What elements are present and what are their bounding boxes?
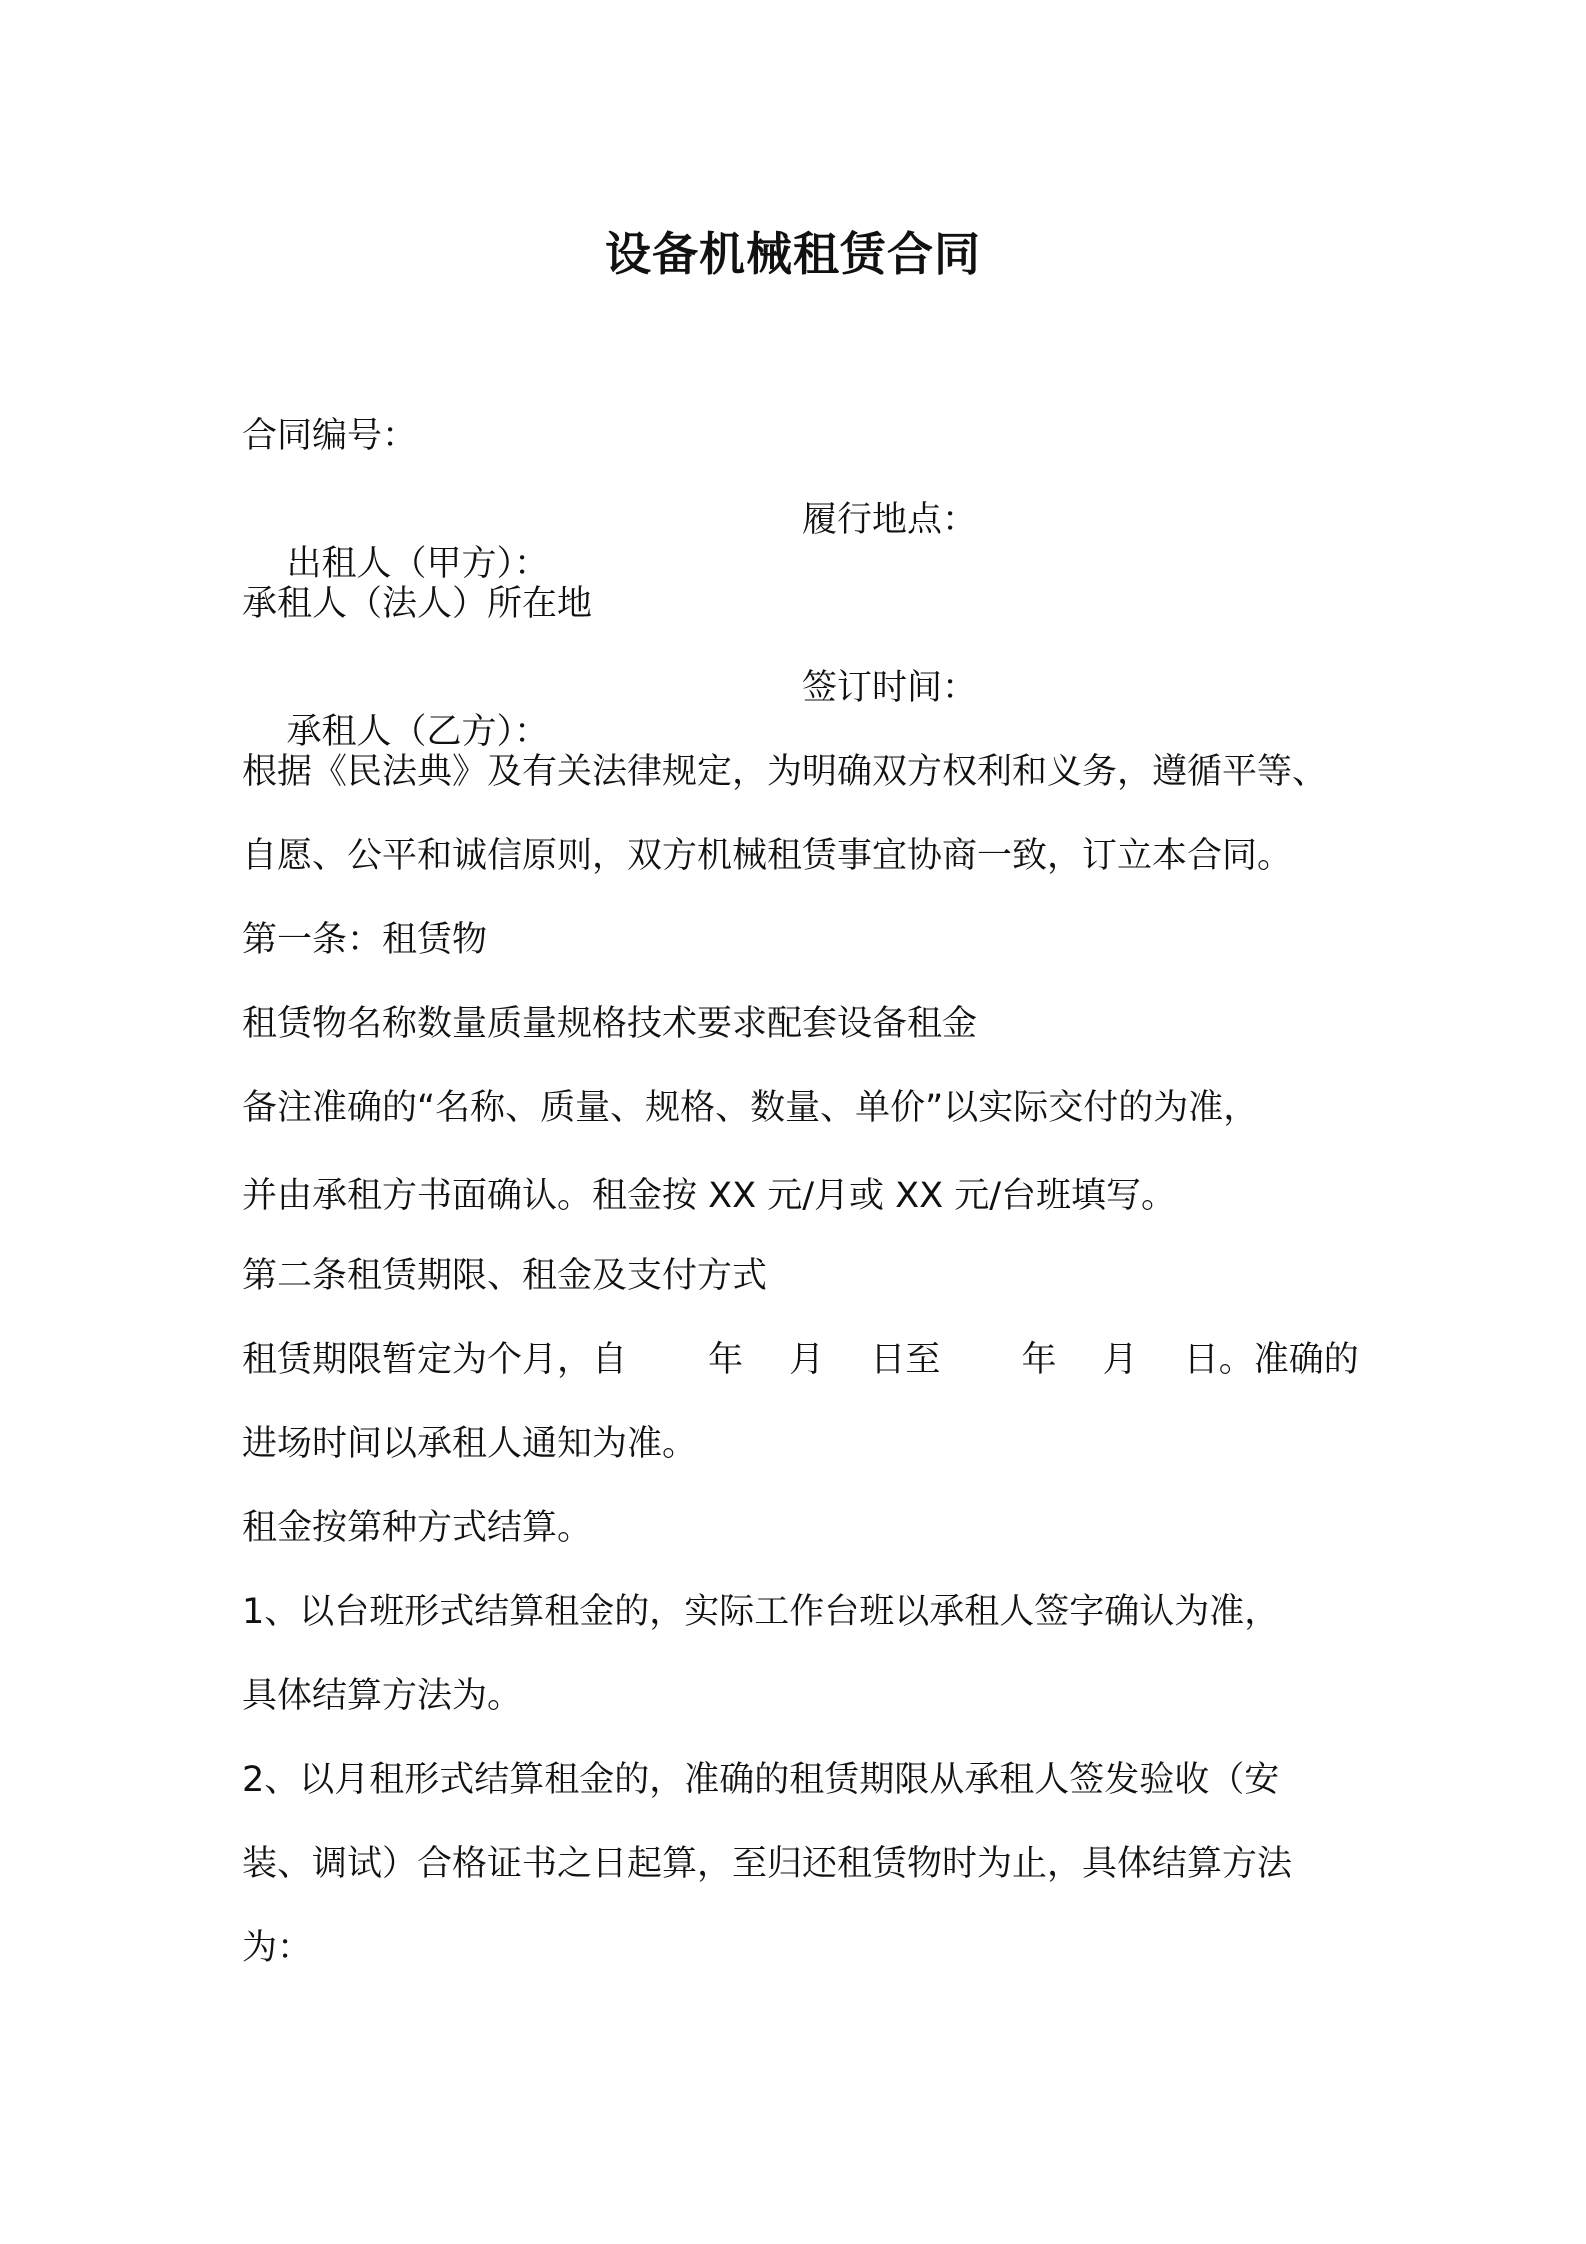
article1-items: 租赁物名称数量质量规格技术要求配套设备租金 <box>242 1004 978 1044</box>
settlement-2-line-3: 为： <box>242 1928 313 1968</box>
settlement-2-line-2: 装、调试）合格证书之日起算，至归还租赁物时为止，具体结算方法 <box>242 1844 1293 1884</box>
sign-time-label: 签订时间： <box>802 668 978 708</box>
settlement-intro: 租金按第种方式结算。 <box>242 1508 593 1548</box>
preamble-line-2: 自愿、公平和诚信原则，双方机械租赁事宜协商一致，订立本合同。 <box>242 836 1293 876</box>
article1-title: 第一条：租赁物 <box>242 920 488 960</box>
lessee-address-label: 承租人（法人）所在地 <box>242 584 593 624</box>
settlement-2-line-1: 2、以月租形式结算租金的，准确的租赁期限从承租人签发验收（安 <box>242 1760 1280 1800</box>
term-line-1: 租赁期限暂定为个月，自 年 月 日至 年 月 日。准确的 <box>242 1340 1359 1380</box>
preamble-line-1: 根据《民法典》及有关法律规定，为明确双方权利和义务，遵循平等、 <box>242 752 1328 792</box>
article2-title: 第二条租赁期限、租金及支付方式 <box>242 1256 768 1296</box>
lessee-label: 承租人（乙方）： <box>286 712 550 752</box>
article1-note-line-1: 备注准确的“名称、质量、规格、数量、单价”以实际交付的为准， <box>242 1088 1259 1128</box>
page-title: 设备机械租赁合同 <box>605 227 981 281</box>
term-line-2: 进场时间以承租人通知为准。 <box>242 1424 698 1464</box>
article1-note-line-2: 并由承租方书面确认。租金按 XX 元/月或 XX 元/台班填写。 <box>242 1176 1176 1216</box>
lessor-label: 出租人（甲方）： <box>286 544 550 584</box>
contract-number-label: 合同编号： <box>242 416 418 456</box>
settlement-1-line-1: 1、以台班形式结算租金的，实际工作台班以承租人签字确认为准， <box>242 1592 1280 1632</box>
place-label: 履行地点： <box>802 500 978 540</box>
settlement-1-line-2: 具体结算方法为。 <box>242 1676 523 1716</box>
